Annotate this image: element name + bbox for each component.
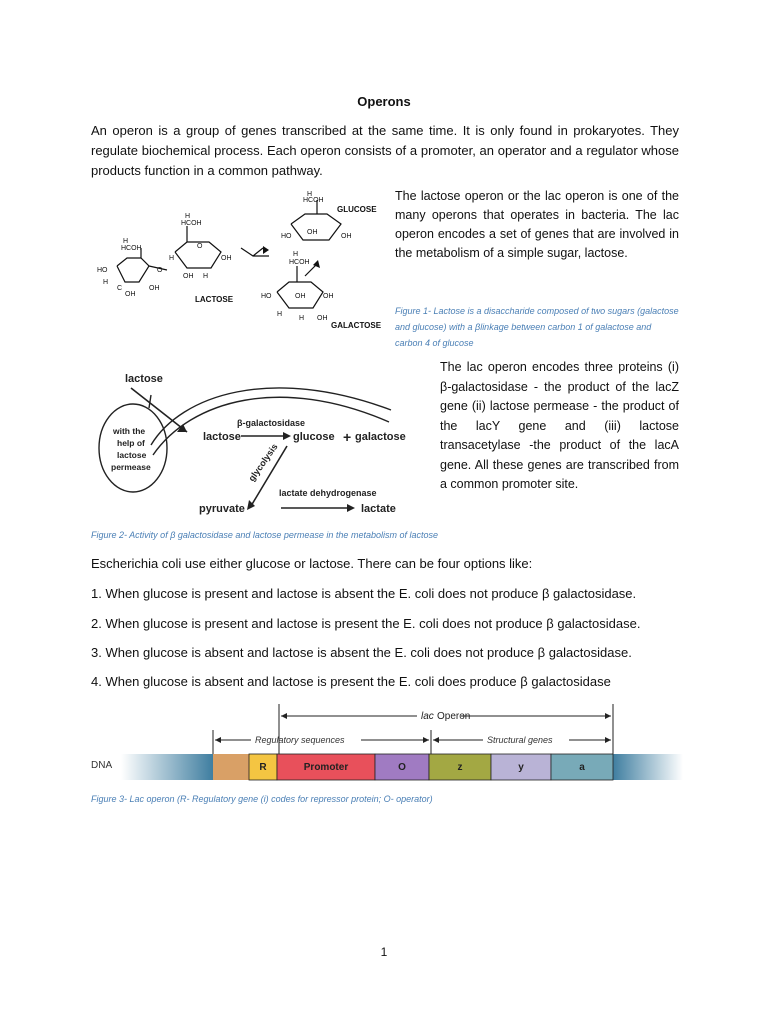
svg-text:H: H (123, 238, 129, 245)
figure-3-caption: Figure 3- Lac operon (R- Regulatory gene (i) codes for repressor protein; O- operator) (91, 794, 433, 804)
option-1: 1. When glucose is present and lactose is absent the E. coli does not produce β galactosidase. (91, 586, 637, 601)
operon-label: Operon (437, 711, 471, 722)
plus-sign: + (343, 429, 352, 445)
galactose-label: galactose (355, 431, 406, 443)
svg-text:OH: OH (295, 293, 306, 300)
option-3: 3. When glucose is absent and lactose is absent the E. coli does not produce β galactosidase. (91, 645, 632, 660)
svg-text:H: H (299, 315, 305, 322)
svg-text:H: H (277, 311, 283, 318)
option-4: 4. When glucose is absent and lactose is present the E. coli does produce β galactosidase (91, 674, 611, 689)
segment-pre (213, 754, 249, 780)
lac-proteins-paragraph: The lac operon encodes three proteins (i) β-galactosidase - the product of the lacZ gene (ii) lactose permease - the product of the lacY gene and (iii) lactose transacetylase -the product of the lacA gene. All these genes are transcribed from a common promoter site. (440, 360, 679, 491)
galactose-label: GALACTOSE (331, 321, 382, 330)
svg-text:O: O (157, 267, 163, 274)
svg-text:C: C (117, 285, 123, 292)
pyruvate-label: pyruvate (199, 503, 245, 515)
svg-text:HCOH: HCOH (121, 245, 142, 252)
segment-label-a: a (579, 762, 585, 773)
svg-text:HO: HO (281, 233, 292, 240)
bubble-line-1: with the (113, 426, 146, 436)
figure-2-caption: Figure 2- Activity of β galactosidase and lactose permease in the metabolism of lactose (91, 530, 438, 540)
lac-italic-label: lac (421, 711, 434, 722)
regulatory-sequences-label: Regulatory sequences (255, 735, 345, 745)
option-2: 2. When glucose is present and lactose is present the E. coli does not produce β galactosidase. (91, 616, 641, 631)
svg-text:OH: OH (341, 233, 352, 240)
segment-label-promoter: Promoter (303, 762, 349, 773)
segment-label-z: z (457, 762, 463, 773)
glucose-label: glucose (293, 431, 335, 443)
svg-text:HCOH: HCOH (289, 259, 310, 266)
dna-label: DNA (91, 760, 113, 771)
dna-strand-right (613, 754, 683, 780)
page-title: Operons (357, 94, 411, 109)
figure-2-metabolism-diagram (91, 360, 421, 520)
svg-text:OH: OH (317, 315, 328, 322)
lactate-dehydrogenase-label: lactate dehydrogenase (279, 488, 377, 498)
glucose-label: GLUCOSE (337, 205, 377, 214)
lactose-label: LACTOSE (195, 295, 234, 304)
glycolysis-label: glycolysis (246, 441, 280, 484)
lactose-outside-label: lactose (125, 373, 163, 385)
intro-paragraph: An operon is a group of genes transcribed at the same time. It is only found in prokaryotes. They regulate biochemical process. Each operon consists of a promoter, an operator and a regulator whose products function in a common pathway. (91, 123, 679, 178)
svg-text:OH: OH (323, 293, 334, 300)
svg-text:H: H (293, 251, 299, 258)
svg-text:HO: HO (261, 293, 272, 300)
segment-label-r: R (259, 762, 267, 773)
svg-text:HCOH: HCOH (181, 220, 202, 227)
bubble-line-4: permease (111, 462, 151, 472)
svg-text:H: H (307, 191, 313, 198)
svg-text:OH: OH (125, 291, 136, 298)
lactate-label: lactate (361, 503, 396, 515)
svg-text:H: H (169, 255, 175, 262)
dna-strand-left (121, 754, 213, 780)
structural-genes-label: Structural genes (487, 735, 553, 745)
svg-text:O: O (197, 243, 203, 250)
lac-operon-paragraph: The lactose operon or the lac operon is one of the many operons that operates in bacteria. The lac operon encodes a set of genes that are involved in the metabolism of a simple sugar, lactose. (395, 189, 679, 260)
svg-text:H: H (103, 279, 109, 286)
segment-label-y: y (518, 762, 524, 773)
svg-text:OH: OH (149, 285, 160, 292)
segment-label-o: O (398, 762, 406, 773)
svg-text:HO: HO (97, 267, 108, 274)
lactose-inside-label: lactose (203, 431, 241, 443)
figure-1-lactose-structure (91, 186, 387, 332)
svg-text:OH: OH (183, 273, 194, 280)
ecoli-intro: Escherichia coli use either glucose or lactose. There can be four options like: (91, 556, 533, 571)
svg-text:OH: OH (307, 229, 318, 236)
svg-text:OH: OH (221, 255, 232, 262)
page-number: 1 (380, 945, 388, 959)
bubble-line-3: lactose (117, 450, 147, 460)
svg-text:HCOH: HCOH (303, 197, 324, 204)
svg-text:H: H (185, 213, 191, 220)
figure-1-caption: Figure 1- Lactose is a disaccharide composed of two sugars (galactose and glucose) with a βlinkage between carbon 1 of galactose and carbon 4 of glucose (395, 306, 679, 348)
beta-galactosidase-label: β-galactosidase (237, 418, 306, 428)
bubble-line-2: help of (117, 438, 145, 448)
figure-3-lac-operon-diagram (91, 700, 691, 788)
svg-text:H: H (203, 273, 209, 280)
